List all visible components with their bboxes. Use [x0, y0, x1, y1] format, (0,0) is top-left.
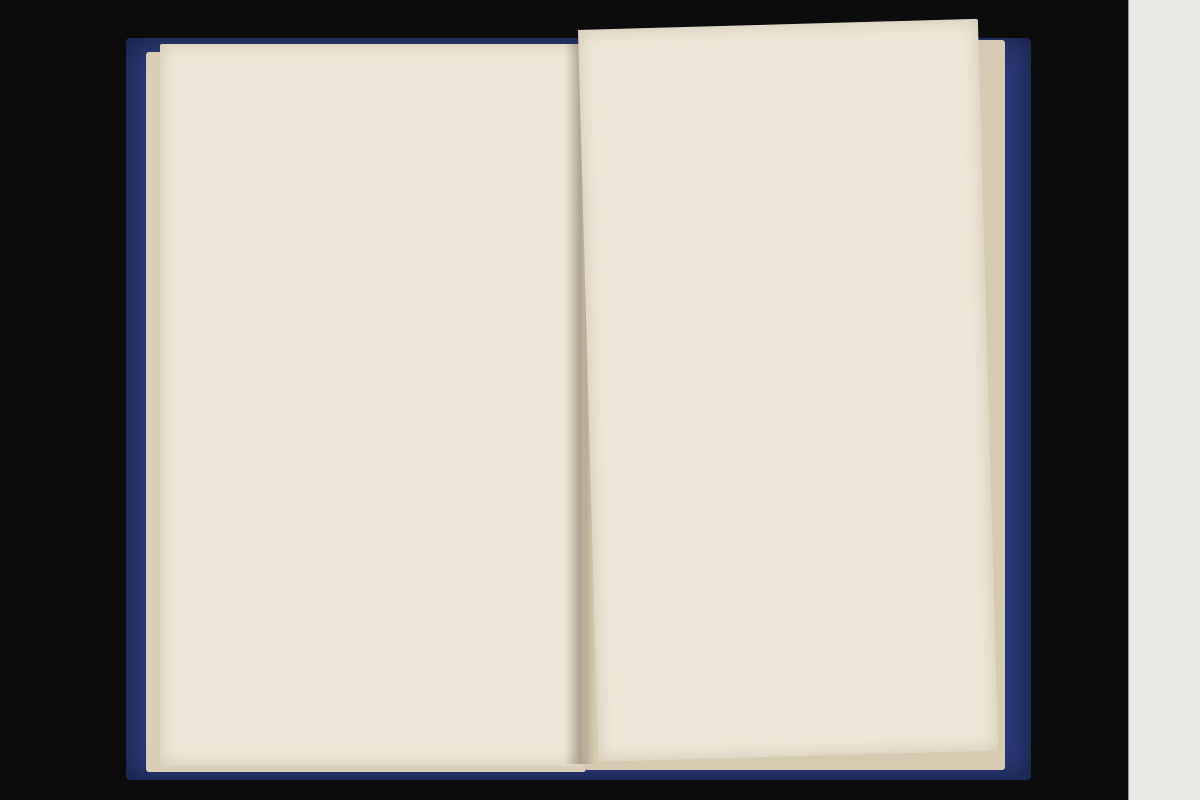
dialogue-block: [578, 19, 978, 30]
left-page: [160, 44, 585, 766]
measurement-ruler: [1128, 0, 1200, 800]
right-page: [578, 19, 998, 762]
